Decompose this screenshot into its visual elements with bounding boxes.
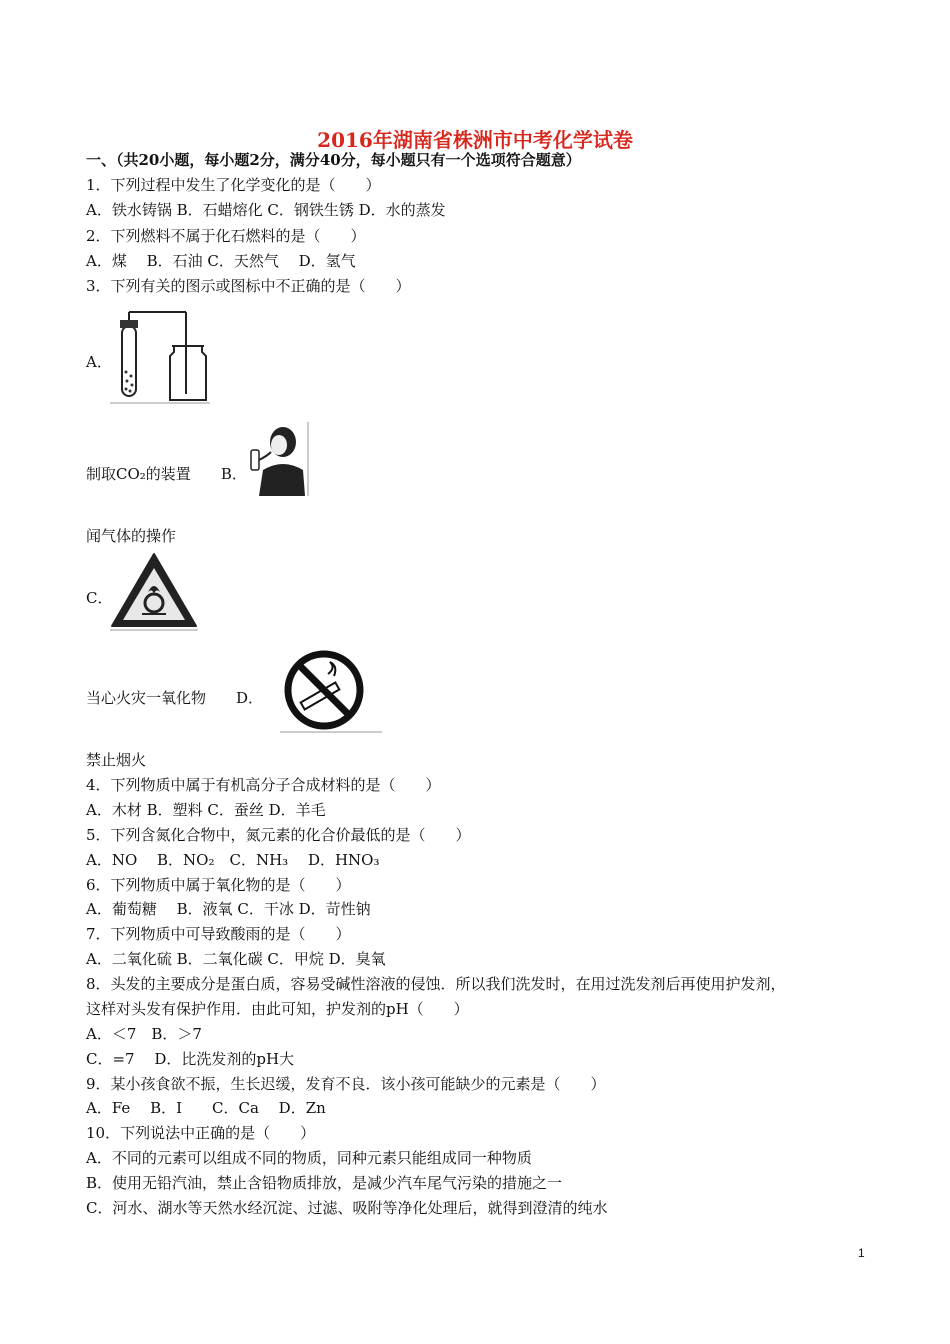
co2-apparatus-figure: [108, 306, 212, 406]
page-title: 2016年湖南省株洲市中考化学试卷: [317, 128, 633, 152]
q9-stem: 9．某小孩食欲不振，生长迟缓，发育不良．该小孩可能缺少的元素是（ ）: [86, 1075, 606, 1093]
q10-stem: 10．下列说法中正确的是（ ）: [86, 1124, 316, 1142]
q8-line1: 8．头发的主要成分是蛋白质，容易受碱性溶液的侵蚀．所以我们洗发时，在用过洗发剂后再使用护发剂，: [86, 975, 786, 993]
q1-stem: 1．下列过程中发生了化学变化的是（ ）: [86, 176, 381, 194]
q8-line2: 这样对头发有保护作用．由此可知，护发剂的pH（ ）: [86, 1000, 469, 1018]
q3-option-b-caption: 闻气体的操作: [86, 527, 177, 545]
q4-stem: 4．下列物质中属于有机高分子合成材料的是（ ）: [86, 776, 441, 794]
q3-option-a-caption: 制取CO₂的装置 B．: [86, 465, 247, 483]
q10-option-b: B．使用无铅汽油，禁止含铅物质排放，是减少汽车尾气污染的措施之一: [86, 1174, 563, 1192]
q8-options-ab: A．＜7 B．＞7: [86, 1025, 202, 1043]
section-heading: 一、（共20小题，每小题2分，满分40分，每小题只有一个选项符合题意）: [86, 151, 581, 169]
q3-stem: 3．下列有关的图示或图标中不正确的是（ ）: [86, 277, 411, 295]
q8-options-cd: C．=7 D．比洗发剂的pH大: [86, 1050, 295, 1068]
q9-options: A．Fe B．I C．Ca D．Zn: [86, 1099, 326, 1117]
q5-stem: 5．下列含氮化合物中，氮元素的化合价最低的是（ ）: [86, 826, 471, 844]
q5-options: A．NO B．NO₂ C．NH₃ D．HNO₃: [86, 851, 380, 869]
page-number: 1: [858, 1246, 865, 1260]
q6-stem: 6．下列物质中属于氧化物的是（ ）: [86, 876, 351, 894]
q3-option-d-caption: 禁止烟火: [86, 751, 147, 769]
q2-options: A．煤 B．石油 C．天然气 D．氢气: [86, 252, 356, 270]
no-smoking-sign-figure: [278, 648, 384, 734]
q2-stem: 2．下列燃料不属于化石燃料的是（ ）: [86, 227, 366, 245]
fire-warning-sign-figure: [108, 550, 200, 632]
q1-options: A．铁水铸锅 B．石蜡熔化 C．钢铁生锈 D．水的蒸发: [86, 201, 446, 219]
q7-options: A．二氧化硫 B．二氧化碳 C．甲烷 D．臭氧: [86, 950, 386, 968]
q4-options: A．木材 B．塑料 C．蚕丝 D．羊毛: [86, 801, 326, 819]
q3-option-c-caption: 当心火灾一氧化物 D．: [86, 689, 264, 707]
q6-options: A．葡萄糖 B．液氧 C．干冰 D．苛性钠: [86, 900, 371, 918]
q3-option-c-label: C．: [86, 589, 113, 607]
q10-option-c: C．河水、湖水等天然水经沉淀、过滤、吸附等净化处理后，就得到澄清的纯水: [86, 1199, 608, 1217]
smelling-gas-figure: [245, 420, 311, 498]
q10-option-a: A．不同的元素可以组成不同的物质，同种元素只能组成同一种物质: [86, 1149, 532, 1167]
q7-stem: 7．下列物质中可导致酸雨的是（ ）: [86, 925, 351, 943]
q3-option-a-label: A．: [86, 353, 112, 371]
